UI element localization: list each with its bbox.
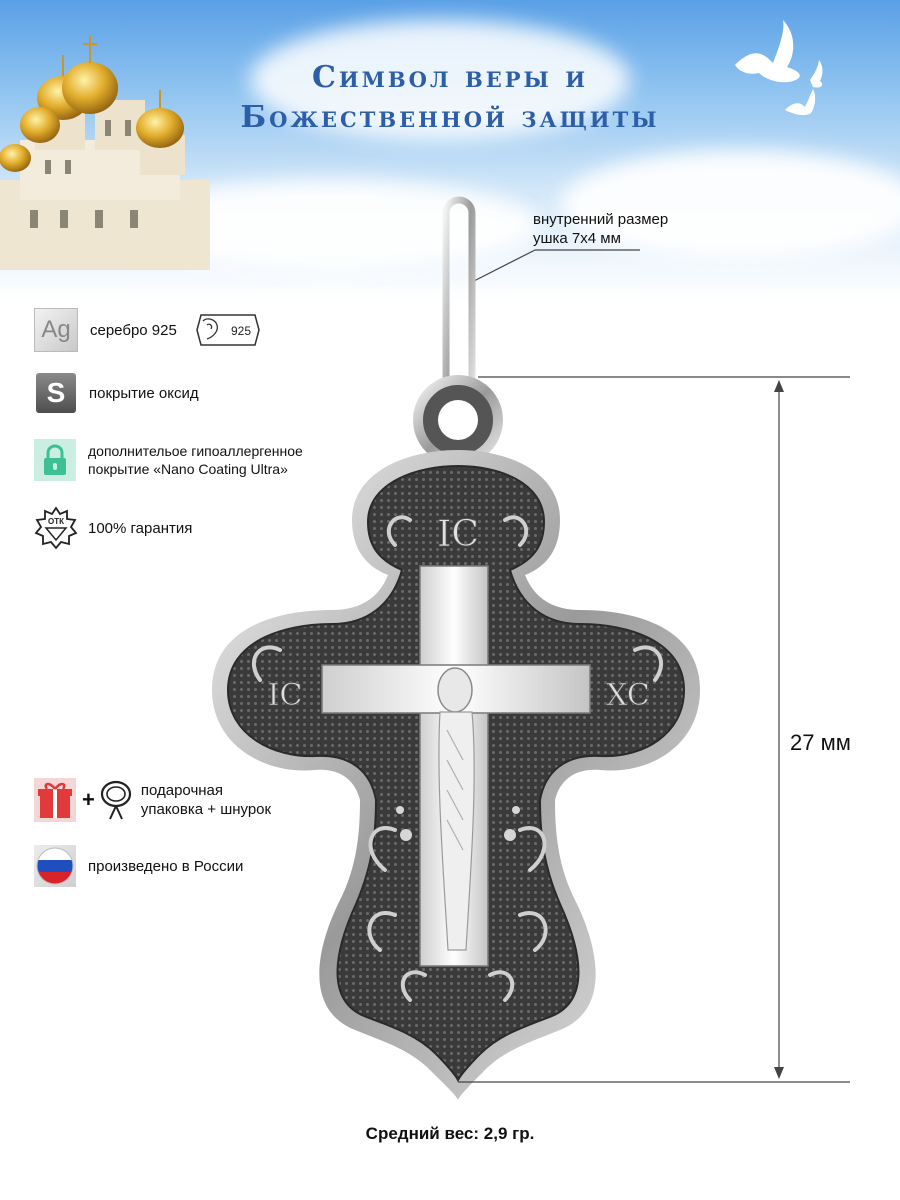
oxide-s-icon: S [36,373,76,413]
callout-line-2: ушка 7х4 мм [533,230,621,247]
bail-size-callout [533,210,668,248]
feature-warranty [34,506,192,550]
gift-icon [34,778,76,822]
svg-text:XC: XC [606,678,650,713]
feature-coating [34,439,303,481]
lock-icon [34,439,76,481]
callout-line-1: внутренний размер [533,211,669,228]
feature-gift [34,778,271,822]
gift-plus-sign: + [82,787,95,812]
hallmark-number: 925 [230,324,251,338]
cord-icon [99,779,133,821]
feature-silver [34,308,261,352]
gift-line-2: упаковка + шнурок [140,801,272,818]
feature-oxide-label: покрытие оксид [89,384,199,402]
feature-made-in-label: произведено в России [88,857,244,875]
feature-made-in [34,845,243,887]
pendant-bail [418,200,498,460]
callout-leader-line [472,250,535,282]
gift-line-1: подарочная [140,782,224,799]
feature-gift-label [141,781,271,819]
average-weight-label: Средний вес: 2,9 гр. [365,1124,535,1143]
quality-mark-text: ОТК [48,517,64,526]
coating-line-1: дополнительое гипоаллергенное [88,443,303,459]
feature-oxide [36,373,199,413]
russia-flag-icon [34,845,76,887]
cross-pendant [212,450,700,1100]
silver-ag-icon: Ag [34,308,78,352]
height-dimension-label: 27 мм [790,730,851,755]
feature-warranty-label: 100% гарантия [88,519,193,537]
feature-silver-label: серебро 925 [90,321,177,339]
svg-text:IC: IC [267,678,303,713]
title-line-2: Божественной защиты [240,100,660,135]
coating-line-2: покрытие «Nano Coating Ultra» [88,461,288,477]
hallmark-925-icon [195,313,261,347]
title-line-1: Символ веры и [311,60,589,95]
quality-mark-icon [34,506,78,550]
feature-coating-label [88,442,303,478]
svg-text:IC: IC [437,514,479,555]
